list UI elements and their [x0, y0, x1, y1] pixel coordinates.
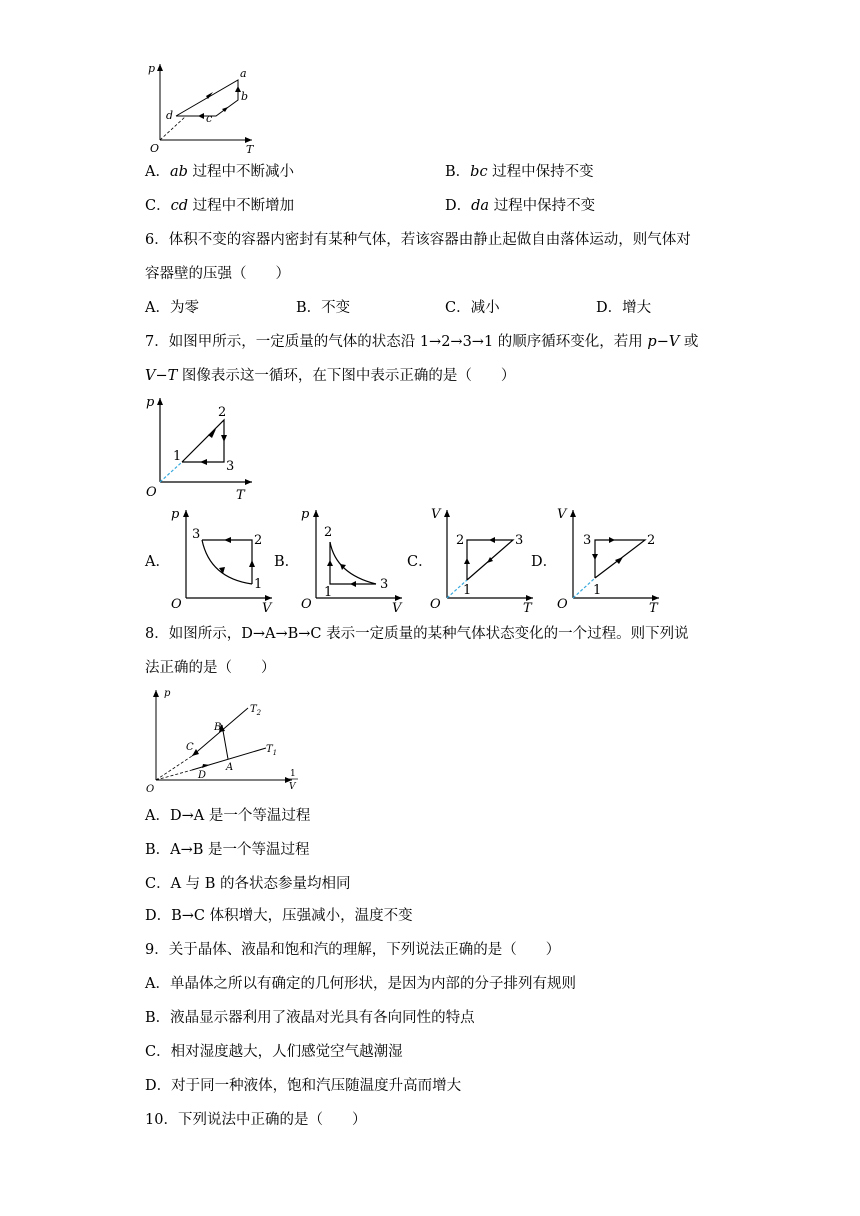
- q5-pt-diagram: [140, 58, 260, 158]
- q7-option-a-pv-diagram: [166, 502, 278, 614]
- q9-stem: 9．关于晶体、液晶和饱和汽的理解，下列说法正确的是（ ）: [145, 942, 561, 958]
- q7a-state3: 3: [192, 527, 201, 542]
- q6-option-a: A．为零: [145, 300, 199, 316]
- q8-O-label: O: [146, 784, 155, 795]
- q7-option-c-vt-diagram: [427, 502, 539, 614]
- q7-main-state1: 1: [173, 449, 182, 464]
- q8-stem-line1: 8．如图所示，D→A→B→C 表示一定质量的某种气体状态变化的一个过程。则下列说: [145, 626, 689, 642]
- q5-O-label: O: [150, 142, 160, 155]
- q7c-V-label: V: [431, 507, 441, 522]
- q7a-V-label: V: [262, 601, 272, 614]
- q5-option-b: B．bc 过程中保持不变: [445, 164, 594, 180]
- q7-main-p-label: p: [146, 395, 155, 410]
- q7b-O-label: O: [301, 597, 312, 612]
- q6-option-c: C．减小: [445, 300, 500, 316]
- q5-c-label: c: [206, 112, 213, 125]
- q5-option-d: D．da 过程中保持不变: [445, 198, 596, 214]
- q8-option-c: C．A 与 B 的各状态参量均相同: [145, 876, 351, 892]
- q8-x-numerator: 1: [290, 769, 296, 779]
- q7c-state2: 2: [456, 533, 465, 548]
- q5-b-label: b: [241, 90, 249, 103]
- q8-x-denominator: V: [289, 782, 296, 792]
- q7d-state3: 3: [583, 533, 592, 548]
- q7c-O-label: O: [430, 597, 441, 612]
- q8-C-label: C: [186, 742, 194, 753]
- q7c-state3: 3: [515, 533, 524, 548]
- q7d-O-label: O: [557, 597, 568, 612]
- q7b-state3: 3: [380, 577, 389, 592]
- q7a-p-label: p: [171, 507, 180, 522]
- q7-main-state2: 2: [218, 405, 227, 420]
- q5-d-label: d: [166, 109, 174, 122]
- q8-T2-label: $T_2$: [250, 704, 262, 717]
- q6-option-b: B．不变: [296, 300, 351, 316]
- q7-option-c-letter: C．: [407, 554, 433, 570]
- q8-D-label: D: [198, 770, 207, 781]
- q7a-state2: 2: [254, 533, 263, 548]
- q7-option-b-pv-diagram: [296, 502, 408, 614]
- q7b-V-label: V: [392, 601, 402, 614]
- q8-B-label: B: [214, 722, 222, 733]
- q8-option-a: A．D→A 是一个等温过程: [145, 808, 311, 824]
- q5-p-label: p: [148, 62, 156, 75]
- q7-main-pt-diagram: [140, 390, 260, 502]
- q5-option-c: C．cd 过程中不断增加: [145, 198, 295, 214]
- q8-A-label: A: [226, 762, 234, 773]
- q7d-V-label: V: [557, 507, 567, 522]
- q8-T1-label: $T_1$: [266, 744, 278, 757]
- q7-stem-line1: 7．如图甲所示，一定质量的气体的状态沿 1→2→3→1 的顺序循环变化，若用 p−V 或: [145, 334, 699, 350]
- q7-option-a-letter: A．: [145, 554, 170, 570]
- q8-p-label: p: [164, 688, 171, 699]
- q7d-state1: 1: [593, 583, 602, 598]
- q9-option-c: C．相对湿度越大，人们感觉空气越潮湿: [145, 1044, 403, 1060]
- q7a-state1: 1: [254, 577, 263, 592]
- q5-T-label: T: [246, 143, 254, 156]
- q7d-T-label: T: [649, 601, 658, 614]
- q9-option-d: D．对于同一种液体，饱和汽压随温度升高而增大: [145, 1078, 462, 1094]
- q7b-state2: 2: [324, 525, 333, 540]
- q5-a-label: a: [240, 67, 247, 80]
- q8-stem-line2: 法正确的是（ ）: [145, 660, 276, 676]
- q7-main-state3: 3: [226, 459, 235, 474]
- q7b-state1: 1: [324, 585, 333, 600]
- q10-stem: 10．下列说法中正确的是（ ）: [145, 1112, 367, 1128]
- q6-stem-line1: 6．体积不变的容器内密封有某种气体，若该容器由静止起做自由落体运动，则气体对: [145, 232, 691, 248]
- q9-option-b: B．液晶显示器利用了液晶对光具有各向同性的特点: [145, 1010, 475, 1026]
- q7-main-O-label: O: [146, 485, 157, 500]
- q7a-O-label: O: [171, 597, 182, 612]
- q8-option-d: D．B→C 体积增大，压强减小，温度不变: [145, 908, 413, 924]
- q7-option-d-letter: D．: [531, 554, 558, 570]
- q7-option-d-vt-diagram: [553, 502, 665, 614]
- q7b-p-label: p: [301, 507, 310, 522]
- q9-option-a: A．单晶体之所以有确定的几何形状，是因为内部的分子排列有规则: [145, 976, 576, 992]
- q6-stem-line2: 容器壁的压强（ ）: [145, 266, 290, 282]
- q7-option-b-letter: B．: [274, 554, 300, 570]
- q7c-T-label: T: [523, 601, 532, 614]
- q7c-state1: 1: [463, 583, 472, 598]
- q5-option-a: A．ab 过程中不断减小: [145, 164, 295, 180]
- q8-p-invV-diagram: [142, 684, 310, 796]
- q6-option-d: D．增大: [596, 300, 652, 316]
- q7-main-T-label: T: [236, 488, 245, 502]
- q7d-state2: 2: [647, 533, 656, 548]
- q8-option-b: B．A→B 是一个等温过程: [145, 842, 310, 858]
- q7-stem-line2: V−T 图像表示这一循环，在下图中表示正确的是（ ）: [145, 368, 516, 384]
